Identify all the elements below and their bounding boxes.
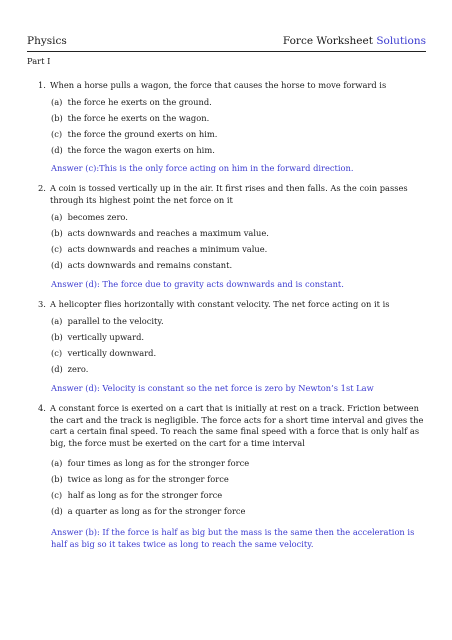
option-text: the force he exerts on the ground. <box>67 97 212 107</box>
answer-1: Answer (c):This is the only force acting on him in the forward direction. <box>51 163 354 173</box>
option-label: (d) <box>51 260 63 270</box>
option-label: (d) <box>51 145 63 155</box>
question-4 <box>38 403 424 449</box>
option <box>51 458 249 470</box>
solutions-label: Solutions <box>376 35 426 47</box>
question-number: 1. <box>38 80 46 90</box>
option <box>51 506 245 518</box>
option-text: becomes zero. <box>67 212 128 222</box>
header-rule <box>27 51 426 52</box>
option <box>51 316 164 328</box>
option-label: (a) <box>51 316 63 326</box>
option <box>51 113 209 125</box>
option-text: a quarter as long as for the stronger force <box>67 506 246 516</box>
option-text: half as long as for the stronger force <box>67 490 223 500</box>
option-text: acts downwards and reaches a maximum value. <box>67 228 269 238</box>
option-text: the force the ground exerts on him. <box>67 129 218 139</box>
option-text: acts downwards and remains constant. <box>67 260 233 270</box>
option-label: (a) <box>51 212 63 222</box>
option-label: (a) <box>51 458 63 468</box>
option <box>51 145 215 157</box>
option <box>51 348 156 360</box>
option-label: (b) <box>51 332 63 342</box>
question-text: A constant force is exerted on a cart that is initially at rest on a track. Friction between the cart and the track is negligible. The force acts for a short time interval and gives the cart a certain final speed. To reach the same final speed with a force that is only half as big, the force must be exerted on the cart for a time interval <box>50 403 424 448</box>
page-header <box>27 35 426 49</box>
question-text: A coin is tossed vertically up in the air. It first rises and then falls. As the coin passes through its highest point the net force on it <box>50 183 408 205</box>
option-label: (c) <box>51 129 63 139</box>
question-2 <box>38 183 424 206</box>
question-number: 4. <box>38 403 46 413</box>
option-text: acts downwards and reaches a minimum value. <box>67 244 268 254</box>
option-label: (b) <box>51 228 63 238</box>
option <box>51 129 217 141</box>
option-label: (d) <box>51 506 63 516</box>
answer-2: Answer (d): The force due to gravity acts downwards and is constant. <box>51 279 344 289</box>
question-3 <box>38 299 424 311</box>
option <box>51 364 88 376</box>
answer-4: Answer (b): If the force is half as big but the mass is the same then the acceleration is half as big so it takes twice as long to reach the same velocity. <box>51 527 415 549</box>
option-label: (c) <box>51 490 63 500</box>
option <box>51 228 269 240</box>
option <box>51 332 144 344</box>
option <box>51 212 128 224</box>
option-label: (c) <box>51 244 63 254</box>
option-text: parallel to the velocity. <box>67 316 164 326</box>
option-text: vertically downward. <box>67 348 157 358</box>
question-number: 2. <box>38 183 46 193</box>
question-text: A helicopter flies horizontally with constant velocity. The net force acting on it is <box>50 299 390 309</box>
option-label: (a) <box>51 97 63 107</box>
option <box>51 97 212 109</box>
part-label: Part I <box>27 56 51 66</box>
option <box>51 260 232 272</box>
question-number: 3. <box>38 299 46 309</box>
option-text: vertically upward. <box>67 332 145 342</box>
option <box>51 490 222 502</box>
subject-title: Physics <box>27 35 67 47</box>
option-text: the force he exerts on the wagon. <box>67 113 210 123</box>
worksheet-title: Force Worksheet Solutions <box>282 35 426 47</box>
option <box>51 244 267 256</box>
question-1 <box>38 80 424 92</box>
option-text: zero. <box>67 364 89 374</box>
answer-3: Answer (d): Velocity is constant so the net force is zero by Newton’s 1st Law <box>51 383 374 393</box>
option <box>51 474 229 486</box>
option-text: four times as long as for the stronger force <box>67 458 250 468</box>
option-label: (d) <box>51 364 63 374</box>
option-label: (b) <box>51 474 63 484</box>
option-label: (b) <box>51 113 63 123</box>
option-text: twice as long as for the stronger force <box>67 474 229 484</box>
option-text: the force the wagon exerts on him. <box>67 145 215 155</box>
option-label: (c) <box>51 348 63 358</box>
question-text: When a horse pulls a wagon, the force that causes the horse to move forward is <box>50 80 387 90</box>
